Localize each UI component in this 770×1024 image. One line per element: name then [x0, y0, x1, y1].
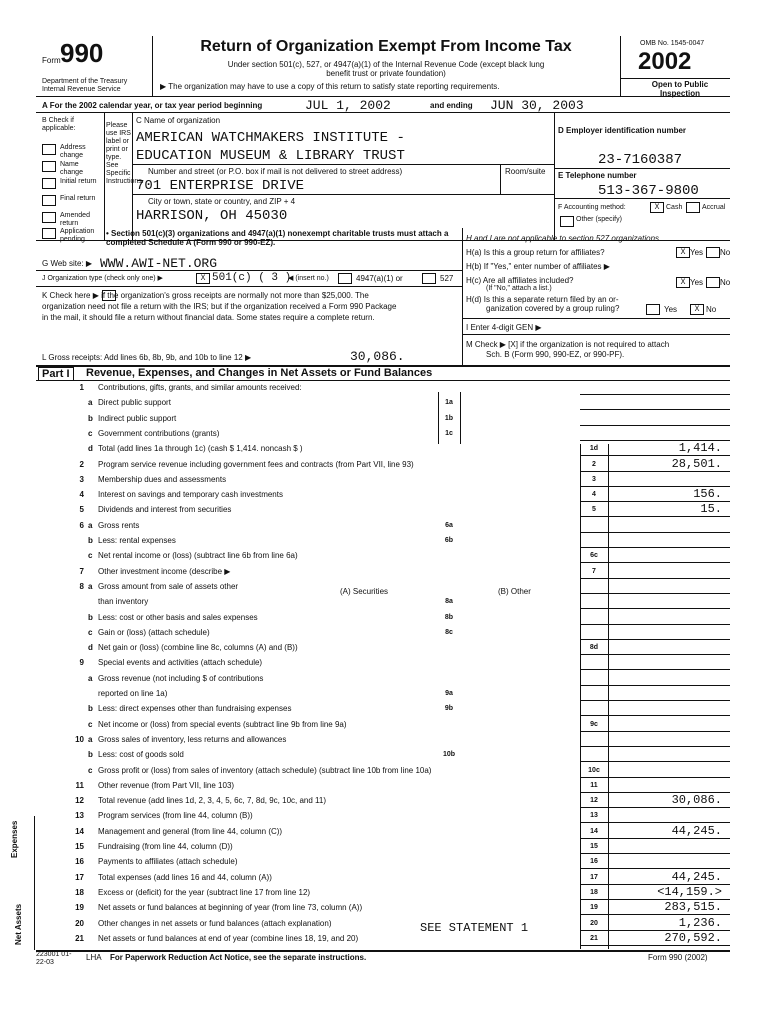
line-rule [580, 547, 730, 548]
line-c-row [0, 764, 770, 777]
gross-receipts-label: L Gross receipts: Add lines 6b, 8b, 9b, and 10b to line 12 ▶ [42, 353, 252, 362]
line-number: 6 [79, 520, 84, 530]
hd-no-checkbox[interactable]: X [690, 304, 704, 315]
line-mid-ref: 8c [445, 628, 453, 636]
line-ref: 14 [590, 827, 598, 835]
line-letter: c [88, 765, 93, 775]
line-ref: 6c [590, 552, 598, 560]
and-ending-label: and ending [430, 101, 473, 110]
line-number: 7 [79, 566, 84, 576]
initial-return-checkbox[interactable] [42, 178, 56, 189]
line-description: Total (add lines 1a through 1c) (cash $ 1,414. noncash $ ) [98, 444, 303, 454]
phone-label: E Telephone number [558, 171, 637, 180]
line-a-label: A For the 2002 calendar year, or tax year period beginning [42, 101, 263, 110]
dept-name: Department of the Treasury [42, 78, 128, 85]
footer-notice: For Paperwork Reduction Act Notice, see the separate instructions. [110, 953, 367, 962]
line-description: reported on line 1a) [98, 689, 168, 698]
initial-return-label: Initial return [60, 178, 97, 185]
line-number: 13 [75, 811, 84, 821]
form-number: 990 [60, 38, 104, 68]
line-d-row [0, 641, 770, 654]
line-11-row [0, 779, 770, 792]
line-description: Government contributions (grants) [98, 428, 220, 438]
final-return-label: Final return [60, 195, 96, 202]
room-suite-label: Room/suite [505, 167, 546, 176]
see-statement-note: SEE STATEMENT 1 [420, 921, 529, 935]
line-number: 9 [79, 658, 84, 668]
col-b-other: (B) Other [498, 587, 531, 596]
line-description: Other revenue (from Part VII, line 103) [98, 780, 235, 790]
irs-label-instructions: Please use IRS label or print or type. See Specific Instructions. [106, 122, 144, 185]
line-number: 8 [79, 581, 84, 591]
line-d-row [0, 442, 770, 455]
line-b-row [0, 748, 770, 761]
line-description: than inventory [98, 597, 149, 607]
phone-value: 513-367-9800 [598, 183, 699, 199]
line-description: Excess or (deficit) for the year (subtract line 17 from line 12) [98, 887, 311, 897]
line-description: Net gain or (loss) (combine line 8c, columns (A) and (B)) [98, 643, 298, 653]
org-type-label: J Organization type (check only one) ▶ [42, 275, 163, 282]
org-name-label: C Name of organization [136, 116, 221, 125]
amended-return-label: Amended return [60, 212, 90, 227]
line-amount[interactable]: 30,086. [671, 793, 722, 808]
line-description: Special events and activities (attach schedule) [98, 658, 263, 668]
line-letter: a [88, 581, 93, 591]
net-assets-side-label: Net Assets [14, 903, 23, 945]
line-letter: b [88, 612, 93, 622]
line-b-row [0, 412, 770, 425]
line-amount[interactable]: 28,501. [671, 456, 722, 471]
section-b-title: B Check if applicable: [42, 117, 76, 132]
city-label: City or town, state or country, and ZIP + 4 [148, 197, 296, 206]
line-description: Net income or (loss) from special events (subtract line 9b from line 9a) [98, 719, 347, 729]
line-amount[interactable]: 1,414. [678, 441, 722, 456]
line-ref: 3 [592, 475, 596, 483]
line-rule [580, 578, 730, 579]
line-k-text-2: organization need not file a return with the IRS; but if the organization received a Form 990 Package [42, 302, 397, 311]
tax-year: 2002 [638, 48, 692, 75]
line-12-row [0, 794, 770, 807]
line-amount[interactable]: 44,245. [671, 823, 722, 838]
line-rule [580, 593, 730, 594]
line-rule [580, 746, 730, 747]
line-ref: 19 [590, 904, 598, 912]
line-1-row [0, 381, 770, 394]
line-5-row [0, 503, 770, 516]
line-description: Less: direct expenses other than fundraising expenses [98, 704, 292, 714]
line-c-row [0, 549, 770, 562]
line-mid-ref: 8a [445, 598, 453, 606]
line-mid-ref: 6a [445, 521, 453, 529]
footer-code: 223001 01-22-03 [36, 951, 72, 966]
line-description: Program services (from line 44, column (B)) [98, 811, 253, 821]
hd-yes-checkbox[interactable] [646, 304, 660, 315]
line-rule [580, 639, 730, 640]
line-amount[interactable]: 283,515. [664, 900, 722, 915]
line-ref: 1d [589, 445, 599, 453]
line-20-row [0, 917, 770, 930]
line-rule [580, 715, 730, 716]
cash-label: Cash [666, 204, 683, 211]
street-address: 701 ENTERPRISE DRIVE [136, 178, 305, 194]
line-c-row [0, 626, 770, 639]
line-letter: a [88, 734, 93, 744]
part-1-title: Revenue, Expenses, and Changes in Net Assets or Fund Balances [86, 367, 433, 379]
line-description: Less: cost or other basis and sales expenses [98, 612, 258, 622]
ha-yes-label: Yes [690, 248, 704, 257]
line-description: Fundraising (from line 44, column (D)) [98, 842, 233, 851]
line-ref: 10c [588, 766, 600, 774]
line-description: Management and general (from line 44, column (C)) [98, 826, 283, 836]
line-rule [580, 394, 730, 395]
line-description: Membership dues and assessments [98, 474, 227, 484]
hc-note: (If "No," attach a list.) [486, 285, 552, 292]
final-return-checkbox[interactable] [42, 195, 56, 206]
line-k-text-3: in the mail, it should file a return without financial data. Some states require a complete return. [42, 313, 375, 322]
line-ref: 7 [592, 567, 596, 575]
line-6a-row [0, 519, 770, 532]
line-description: Less: cost of goods sold [98, 750, 184, 760]
line-number: 3 [79, 474, 84, 484]
line-ref: 9c [590, 720, 598, 728]
line-number: 2 [79, 459, 84, 469]
name-change-label: Name change [60, 161, 83, 176]
form-subtitle-2: benefit trust or private foundation) [326, 69, 446, 78]
line-number: 15 [75, 842, 84, 851]
line-4-row [0, 488, 770, 501]
line-15-row [0, 840, 770, 853]
accrual-checkbox[interactable] [686, 202, 700, 213]
line-number: 1 [79, 383, 84, 392]
line-amount[interactable]: 270,592. [664, 930, 722, 945]
hd-label-2: ganization covered by a group ruling? [486, 304, 620, 313]
line-letter: d [88, 643, 93, 653]
line-number: 11 [75, 780, 84, 790]
line-rule [580, 624, 730, 625]
hc-no-label: No [720, 278, 731, 287]
line-a-row [0, 672, 770, 685]
form-subtitle-1: Under section 501(c), 527, or 4947(a)(1) of the Internal Revenue Code (except black lung [227, 60, 545, 69]
line-letter: a [88, 520, 93, 530]
line-number: 12 [75, 796, 84, 806]
line-ref: 5 [592, 506, 596, 514]
line-letter: a [88, 398, 93, 408]
line-letter: c [88, 428, 93, 438]
insert-no-label: ◀ (insert no.) [288, 275, 329, 282]
line-description: Indirect public support [98, 413, 177, 423]
line-mid-ref: 1b [444, 414, 454, 422]
ein-label: D Employer identification number [558, 126, 687, 135]
open-to-public: Open to Public Inspection [651, 80, 709, 98]
line-rule [580, 700, 730, 701]
line-rule [580, 654, 730, 655]
line-c-row [0, 718, 770, 731]
line-description: Net assets or fund balances at end of year (combine lines 18, 19, and 20) [98, 933, 359, 943]
line-ref: 8d [589, 644, 599, 652]
line-description: Total revenue (add lines 1d, 2, 3, 4, 5, 6c, 7, 8d, 9c, 10c, and 11) [98, 796, 326, 806]
address-change-label: Address change [60, 144, 86, 159]
line-rule [580, 425, 730, 426]
line-b-row [0, 611, 770, 624]
line--row [0, 595, 770, 608]
org-name-line-2: EDUCATION MUSEUM & LIBRARY TRUST [136, 148, 405, 164]
line-mid-ref: 9a [445, 690, 453, 697]
line-rule [580, 838, 730, 839]
line-13-row [0, 809, 770, 822]
application-pending-label: Application pending [60, 228, 95, 243]
line-number: 5 [79, 505, 84, 515]
amended-return-checkbox[interactable] [42, 212, 56, 223]
line-rule [580, 777, 730, 778]
line-rule [580, 761, 730, 762]
line-description: Payments to affiliates (attach schedule) [98, 857, 238, 867]
line-number: 10 [75, 734, 84, 744]
line-16-row [0, 855, 770, 868]
schedule-a-notice: • Section 501(c)(3) organizations and 4947(a)(1) nonexempt charitable trusts must attach a completed Schedule A (Form 990 or 990-EZ). [106, 229, 449, 247]
line-ref: 16 [590, 858, 598, 866]
line-9-row [0, 656, 770, 669]
line-3-row [0, 473, 770, 486]
accrual-label: Accrual [702, 204, 726, 211]
footer-lha: LHA [86, 953, 102, 962]
line-10a-row [0, 733, 770, 746]
line-number: 14 [75, 826, 84, 836]
line-8a-row [0, 580, 770, 593]
line-rule [580, 532, 730, 533]
line-description: Other investment income (describe ▶ [98, 566, 231, 576]
type-4947-checkbox[interactable] [338, 273, 352, 284]
line-letter: b [88, 704, 93, 714]
line-amount[interactable]: 1,236. [678, 915, 722, 930]
line-number: 17 [75, 872, 84, 882]
line-number: 21 [75, 933, 84, 943]
line-rule [580, 562, 730, 563]
line-21-row [0, 932, 770, 945]
col-a-securities: (A) Securities [340, 587, 389, 596]
line-description: Other changes in net assets or fund balances (attach explanation) [98, 918, 332, 928]
street-label: Number and street (or P.O. box if mail is not delivered to street address) [148, 167, 403, 176]
line-ref: 18 [590, 888, 598, 896]
hd-no-label: No [706, 305, 717, 314]
line-ref: 13 [590, 812, 598, 820]
line-ref: 17 [590, 873, 598, 881]
line-mid-ref: 1c [445, 429, 453, 437]
line-number: 4 [79, 490, 84, 500]
other-method-checkbox[interactable] [560, 216, 574, 227]
line-2-row [0, 458, 770, 471]
name-change-checkbox[interactable] [42, 161, 56, 172]
line-rule [580, 608, 730, 609]
line-m-label: M Check ▶ [X] if the organization is not required to attach [466, 340, 670, 349]
other-method-label: Other (specify) [576, 216, 622, 223]
line-letter: a [88, 673, 93, 683]
line-ref: 12 [590, 797, 598, 805]
line-description: Gross sales of inventory, less returns and allowances [98, 734, 287, 744]
form-subtitle-3: ▶ The organization may have to use a copy of this return to satisfy state reporting requirements. [160, 82, 500, 91]
line-mid-ref: 6b [444, 537, 454, 544]
application-pending-checkbox[interactable] [42, 228, 56, 239]
ha-no-label: No [720, 248, 731, 257]
line-rule [580, 409, 730, 410]
cash-checkbox[interactable]: X [650, 202, 664, 213]
gross-receipts-value: 30,086. [350, 349, 405, 364]
line-amount[interactable]: 156. [693, 487, 722, 502]
line-b-row [0, 702, 770, 715]
hb-label: H(b) If "Yes," enter number of affiliates ▶ [466, 262, 610, 271]
line-rule [580, 945, 730, 946]
line-letter: c [88, 551, 93, 561]
line-number: 20 [75, 918, 84, 928]
line-description: Gross rents [98, 520, 140, 530]
type-501c-checkbox[interactable]: X [196, 273, 210, 284]
line-17-row [0, 871, 770, 884]
line-description: Contributions, gifts, grants, and similar amounts received: [98, 383, 302, 392]
line-m-label-2: Sch. B (Form 990, 990-EZ, or 990-PF). [486, 350, 625, 359]
ha-label: H(a) Is this a group return for affiliates? [466, 248, 605, 257]
line--row [0, 687, 770, 700]
footer-form: Form 990 (2002) [648, 953, 708, 962]
line-b-row [0, 534, 770, 547]
hc-yes-label: Yes [690, 278, 704, 287]
line-amount[interactable]: 15. [700, 502, 722, 517]
website-label: G Web site: ▶ [42, 259, 93, 268]
type-527-label: 527 [440, 274, 454, 283]
line-description: Net rental income or (loss) (subtract line 6b from line 6a) [98, 551, 298, 561]
line-rule [580, 731, 730, 732]
line-description: Less: rental expenses [98, 536, 176, 545]
line-description: Gross revenue (not including $ of contributions [98, 673, 264, 683]
line-mid-ref: 9b [444, 705, 454, 713]
line-mid-ref: 8b [444, 613, 454, 621]
line-number: 19 [75, 903, 84, 913]
hc-label: H(c) Are all affiliates included? [466, 276, 574, 285]
line-mid-ref: 1a [445, 399, 453, 407]
line-k-text-1: K Check here ▶ if the organization's gross receipts are normally not more than $25,000. The [42, 291, 369, 300]
line-ref: 15 [590, 843, 598, 850]
website-value[interactable]: WWW.AWI-NET.ORG [100, 256, 218, 271]
h-title: H and I are not applicable to section 527 organizations. [466, 234, 662, 243]
line-number: 18 [75, 887, 84, 897]
form-label: Form [42, 56, 61, 65]
ein-value: 23-7160387 [598, 152, 683, 168]
line-rule [580, 669, 730, 670]
line-description: Direct public support [98, 398, 171, 408]
line-rule [580, 516, 730, 517]
period-end: JUN 30, 2003 [490, 98, 584, 113]
expenses-side-label: Expenses [10, 820, 19, 858]
line-7-row [0, 565, 770, 578]
line-letter: b [88, 750, 93, 760]
part-1-tag: Part I [38, 367, 74, 381]
line-19-row [0, 901, 770, 914]
hc-yes-checkbox[interactable]: X [676, 277, 690, 288]
ha-no-checkbox[interactable] [706, 247, 720, 258]
line-rule [580, 807, 730, 808]
omb-number: OMB No. 1545-0047 [640, 40, 705, 47]
hd-yes-label: Yes [664, 305, 678, 314]
gen-label: I Enter 4-digit GEN ▶ [466, 323, 542, 332]
type-501c-label: 501(c) ( 3 ) [212, 272, 292, 284]
line-description: Gross profit or (loss) from sales of inventory (attach schedule) (subtract line 10b from line 10a) [98, 765, 432, 775]
line-letter: c [88, 719, 93, 729]
accounting-method-label: F Accounting method: [558, 204, 626, 211]
city-state-zip: HARRISON, OH 45030 [136, 208, 288, 224]
line-description: Program service revenue including government fees and contracts (from Part VII, line 93) [98, 459, 414, 469]
line-c-row [0, 427, 770, 440]
line-ref: 21 [590, 934, 598, 942]
type-527-checkbox[interactable] [422, 273, 436, 284]
line-letter: b [88, 536, 93, 545]
line-rule [580, 685, 730, 686]
line-description: Total expenses (add lines 16 and 44, column (A)) [98, 872, 272, 882]
line-amount[interactable]: <14,159.> [657, 884, 722, 899]
line-description: Gross amount from sale of assets other [98, 581, 239, 591]
line-ref: 20 [590, 919, 598, 927]
period-begin: JUL 1, 2002 [305, 98, 391, 113]
line-letter: b [88, 413, 93, 423]
line-k-checkbox[interactable] [102, 290, 116, 301]
hc-no-checkbox[interactable] [706, 277, 720, 288]
line-letter: d [88, 444, 93, 454]
line-18-row [0, 886, 770, 899]
line-14-row [0, 825, 770, 838]
line-letter: c [88, 627, 93, 637]
address-change-checkbox[interactable] [42, 144, 56, 155]
line-description: Net assets or fund balances at beginning of year (from line 73, column (A)) [98, 903, 363, 913]
line-amount[interactable]: 44,245. [671, 869, 722, 884]
line-description: Interest on savings and temporary cash investments [98, 490, 283, 500]
ha-yes-checkbox[interactable]: X [676, 247, 690, 258]
type-4947-label: 4947(a)(1) or [356, 274, 403, 283]
line-number: 16 [75, 857, 84, 867]
line-description: Dividends and interest from securities [98, 505, 232, 515]
line-ref: 11 [590, 781, 598, 789]
line-mid-ref: 10b [442, 751, 456, 759]
hd-label: H(d) Is this a separate return filed by an or- [466, 295, 619, 304]
org-name-line-1: AMERICAN WATCHMAKERS INSTITUTE - [136, 130, 405, 146]
line-ref: 4 [592, 491, 596, 499]
line-a-row [0, 396, 770, 409]
line-description: Gain or (loss) (attach schedule) [98, 627, 210, 637]
line-rule [580, 471, 730, 472]
line-ref: 2 [592, 460, 596, 468]
irs-name: Internal Revenue Service [42, 86, 121, 93]
line-rule [580, 853, 730, 854]
form-title: Return of Organization Exempt From Income Tax [200, 38, 572, 55]
